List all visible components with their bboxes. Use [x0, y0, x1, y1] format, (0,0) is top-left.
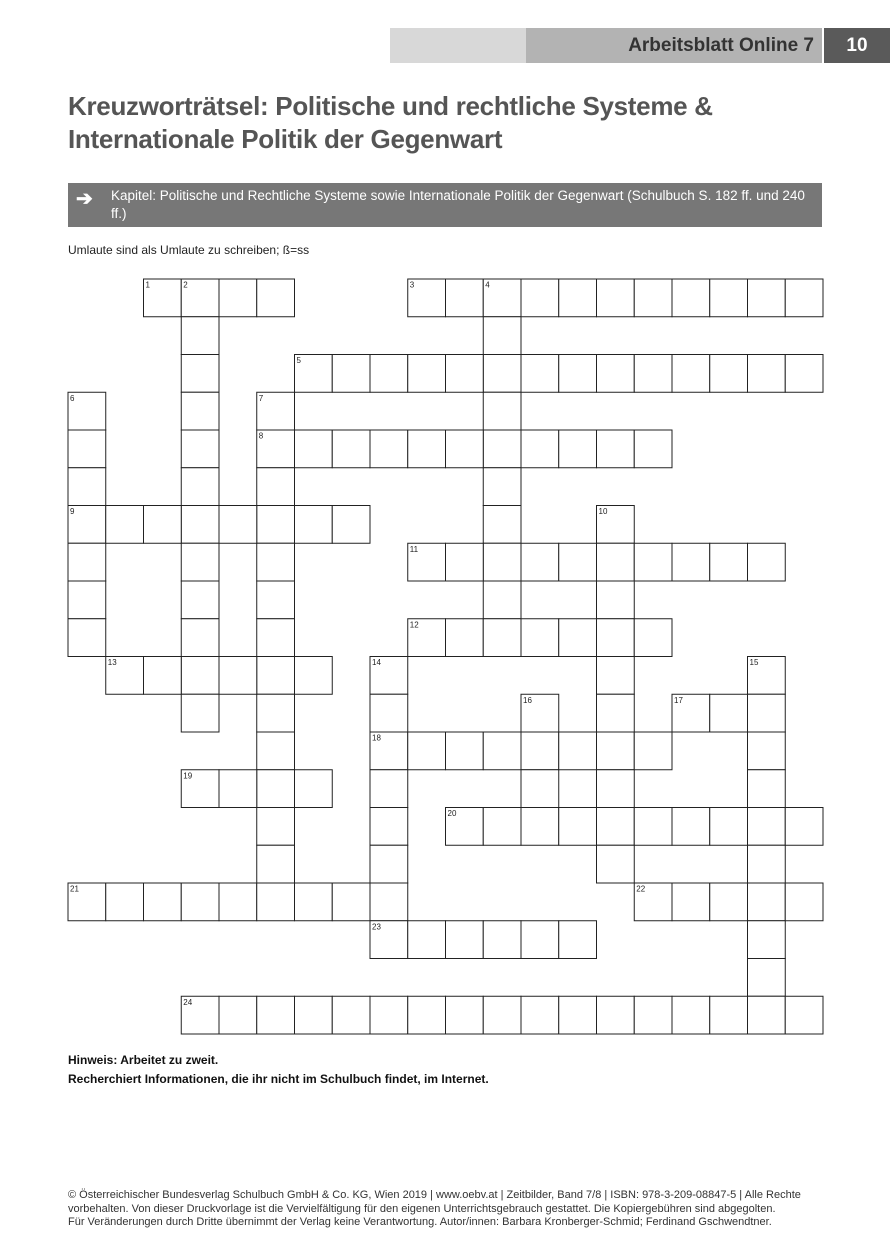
crossword-cell[interactable] [597, 657, 635, 695]
arrow-right-icon: ➔ [76, 188, 93, 210]
clue-number: 8 [258, 431, 264, 441]
crossword-cell[interactable] [68, 581, 106, 619]
crossword-cell[interactable] [634, 355, 672, 393]
clue-number: 10 [598, 507, 608, 516]
page-title-line-1: Kreuzworträtsel: Politische und rechtliche Systeme & [68, 91, 713, 121]
footer-line-2: vorbehalten. Von dieser Druckvorlage ist die Vervielfältigung für den eigenen Unterrichtsgebrauch gestattet. Die Kopiergebühren sind abgegolten. [68, 1202, 776, 1215]
crossword-cell[interactable] [483, 619, 521, 657]
crossword-cell[interactable] [521, 430, 559, 468]
crossword-cell[interactable] [68, 468, 106, 506]
crossword-cell[interactable] [106, 506, 144, 544]
crossword-cell[interactable] [748, 883, 786, 921]
clue-number: 5 [296, 356, 301, 365]
crossword-cell[interactable] [597, 581, 635, 619]
crossword-cell[interactable] [521, 770, 559, 808]
crossword-cell[interactable] [559, 543, 597, 581]
crossword-cell[interactable] [785, 883, 823, 921]
crossword-cell[interactable] [597, 808, 635, 846]
crossword-cell[interactable] [446, 619, 484, 657]
crossword-cell[interactable] [257, 468, 295, 506]
copyright-footer [68, 1189, 828, 1230]
crossword-cell[interactable] [295, 770, 333, 808]
crossword-cell[interactable] [370, 694, 408, 732]
page-number: 10 [824, 28, 890, 63]
clue-number: 22 [636, 884, 646, 894]
crossword-cell[interactable] [483, 317, 521, 355]
crossword-cell[interactable] [295, 883, 333, 921]
crossword-cell[interactable] [68, 543, 106, 581]
page-title-line-2: Internationale Politik der Gegenwart [68, 124, 503, 154]
crossword-cell[interactable] [710, 694, 748, 732]
crossword-cell[interactable] [521, 279, 559, 317]
crossword-cell[interactable] [408, 355, 446, 393]
crossword-cell[interactable] [483, 543, 521, 581]
crossword-cell[interactable] [672, 355, 710, 393]
crossword-cell[interactable] [748, 959, 786, 997]
clue-number: 12 [409, 620, 419, 630]
crossword-cell[interactable] [257, 845, 295, 883]
crossword-cell[interactable] [483, 581, 521, 619]
crossword-cell[interactable] [597, 543, 635, 581]
crossword-cell[interactable] [785, 355, 823, 393]
crossword-cell[interactable] [597, 619, 635, 657]
crossword-cell[interactable] [446, 430, 484, 468]
crossword-cell[interactable] [257, 694, 295, 732]
crossword-cell[interactable] [181, 468, 219, 506]
crossword-cell[interactable] [332, 996, 370, 1034]
crossword-cell[interactable] [181, 317, 219, 355]
crossword-cell[interactable] [219, 883, 257, 921]
clue-number: 18 [372, 733, 381, 743]
crossword-cell[interactable] [597, 770, 635, 808]
crossword-cell[interactable] [748, 732, 786, 770]
footer-line-3: Für Veränderungen durch Dritte übernimmt der Verlag keine Verantwortung. Autor/innen: Barbara Kronberger-Schmid; Ferdinand Gschwendtner. [68, 1216, 772, 1228]
crossword-cell[interactable] [634, 808, 672, 846]
crossword-cell[interactable] [483, 468, 521, 506]
crossword-cell[interactable] [370, 770, 408, 808]
crossword-cell[interactable] [446, 355, 484, 393]
crossword-cell[interactable] [748, 770, 786, 808]
crossword-cell[interactable] [257, 996, 295, 1034]
clue-number: 15 [749, 658, 759, 667]
crossword-cell[interactable] [295, 996, 333, 1034]
crossword-cell[interactable] [370, 430, 408, 468]
crossword-cell[interactable] [257, 657, 295, 695]
crossword-cell[interactable] [295, 506, 333, 544]
clue-number: 13 [107, 658, 117, 667]
crossword-cell[interactable] [332, 506, 370, 544]
hint-line-1: Hinweis: Arbeitet zu zweit. [68, 1053, 219, 1067]
crossword-cell[interactable] [446, 996, 484, 1034]
crossword-cell[interactable] [181, 355, 219, 393]
crossword-cell[interactable] [446, 279, 484, 317]
crossword-cell[interactable] [634, 619, 672, 657]
crossword-cell[interactable] [181, 694, 219, 732]
crossword-cell[interactable] [785, 279, 823, 317]
crossword-cell[interactable] [408, 921, 446, 959]
crossword-cell[interactable] [257, 506, 295, 544]
crossword-cell[interactable] [710, 543, 748, 581]
crossword-cell[interactable] [521, 921, 559, 959]
crossword-cell[interactable] [521, 808, 559, 846]
crossword-cell[interactable] [710, 996, 748, 1034]
crossword-cell[interactable] [370, 996, 408, 1034]
instructions: Umlaute sind als Umlaute zu schreiben; ß=ss [68, 243, 310, 257]
crossword-cell[interactable] [748, 921, 786, 959]
crossword-cell[interactable] [748, 845, 786, 883]
crossword-cell[interactable] [144, 506, 182, 544]
crossword-cell[interactable] [219, 770, 257, 808]
crossword-cell[interactable] [370, 355, 408, 393]
crossword-cell[interactable] [672, 808, 710, 846]
crossword-cell[interactable] [446, 732, 484, 770]
clue-number: 2 [183, 280, 188, 290]
crossword-cell[interactable] [597, 694, 635, 732]
crossword-cell[interactable] [710, 883, 748, 921]
chapter-reference: Kapitel: Politische und Rechtliche Systeme sowie Internationale Politik der Gegenwart (Schulbuch S. 182 ff. und 240 ff.) [111, 188, 805, 221]
crossword-cell[interactable] [710, 355, 748, 393]
crossword-cell[interactable] [257, 770, 295, 808]
crossword-cell[interactable] [521, 543, 559, 581]
crossword-cell[interactable] [634, 996, 672, 1034]
crossword-cell[interactable] [257, 619, 295, 657]
crossword-cell[interactable] [257, 279, 295, 317]
crossword-cell[interactable] [219, 657, 257, 695]
crossword-cell[interactable] [483, 430, 521, 468]
crossword-cell[interactable] [559, 996, 597, 1034]
crossword-cell[interactable] [295, 657, 333, 695]
crossword-cell[interactable] [446, 921, 484, 959]
crossword-cell[interactable] [521, 355, 559, 393]
crossword-cell[interactable] [483, 808, 521, 846]
crossword-cell[interactable] [710, 279, 748, 317]
clue-number: 9 [70, 507, 75, 516]
clue-number: 11 [409, 544, 419, 554]
crossword-cell[interactable] [634, 543, 672, 581]
clue-number: 3 [409, 280, 415, 290]
crossword-cell[interactable] [219, 996, 257, 1034]
crossword-cell[interactable] [748, 996, 786, 1034]
clue-number: 6 [70, 393, 75, 403]
crossword-cell[interactable] [181, 883, 219, 921]
crossword-cell[interactable] [257, 543, 295, 581]
crossword-cell[interactable] [748, 543, 786, 581]
crossword-cell[interactable] [559, 355, 597, 393]
crossword-cell[interactable] [748, 355, 786, 393]
crossword-cell[interactable] [181, 506, 219, 544]
clue-number: 1 [145, 280, 150, 290]
crossword-cell[interactable] [748, 808, 786, 846]
crossword-cell[interactable] [370, 883, 408, 921]
crossword-cell[interactable] [257, 581, 295, 619]
crossword-cell[interactable] [559, 808, 597, 846]
crossword-cell[interactable] [68, 619, 106, 657]
crossword-cell[interactable] [634, 430, 672, 468]
crossword-cell[interactable] [483, 921, 521, 959]
worksheet-label: Arbeitsblatt Online 7 [628, 35, 814, 56]
crossword-cell[interactable] [559, 921, 597, 959]
crossword-cell[interactable] [483, 392, 521, 430]
crossword-cell[interactable] [408, 430, 446, 468]
crossword-cell[interactable] [785, 808, 823, 846]
crossword-cell[interactable] [748, 694, 786, 732]
clue-number: 20 [447, 809, 457, 818]
crossword-cell[interactable] [597, 355, 635, 393]
crossword-cell[interactable] [748, 279, 786, 317]
clue-number: 19 [183, 771, 193, 781]
crossword-cell[interactable] [597, 845, 635, 883]
crossword-cell[interactable] [672, 883, 710, 921]
crossword-cell[interactable] [106, 883, 144, 921]
crossword-cell[interactable] [219, 279, 257, 317]
crossword-cell[interactable] [370, 845, 408, 883]
crossword-cell[interactable] [785, 996, 823, 1034]
clue-number: 7 [258, 393, 264, 403]
crossword-cell[interactable] [257, 883, 295, 921]
crossword-cell[interactable] [295, 430, 333, 468]
crossword-cell[interactable] [634, 279, 672, 317]
crossword-cell[interactable] [257, 808, 295, 846]
crossword-cell[interactable] [597, 430, 635, 468]
crossword-cell[interactable] [597, 279, 635, 317]
crossword-cell[interactable] [672, 543, 710, 581]
crossword-cell[interactable] [181, 581, 219, 619]
crossword-cell[interactable] [710, 808, 748, 846]
crossword-cell[interactable] [559, 732, 597, 770]
crossword-cell[interactable] [672, 996, 710, 1034]
crossword-cell[interactable] [257, 732, 295, 770]
crossword-cell[interactable] [332, 883, 370, 921]
crossword-cell[interactable] [181, 430, 219, 468]
hint-text [68, 1051, 489, 1089]
clue-number: 14 [372, 658, 381, 667]
crossword-cell[interactable] [597, 996, 635, 1034]
crossword-cell[interactable] [219, 506, 257, 544]
crossword-cell[interactable] [672, 279, 710, 317]
crossword-cell[interactable] [521, 996, 559, 1034]
clue-number: 4 [485, 280, 490, 290]
crossword-cell[interactable] [181, 657, 219, 695]
crossword-cell[interactable] [408, 996, 446, 1034]
crossword-cell[interactable] [181, 543, 219, 581]
crossword-cell[interactable] [483, 506, 521, 544]
clue-number: 17 [674, 695, 683, 705]
hint-line-2: Recherchiert Informationen, die ihr nicht im Schulbuch findet, im Internet. [68, 1072, 489, 1086]
crossword-cell[interactable] [370, 808, 408, 846]
crossword-cell[interactable] [408, 732, 446, 770]
crossword-cell[interactable] [332, 430, 370, 468]
crossword-cell[interactable] [521, 619, 559, 657]
clue-number: 24 [183, 997, 193, 1007]
crossword-cell[interactable] [68, 430, 106, 468]
crossword-cell[interactable] [559, 279, 597, 317]
crossword-cell[interactable] [144, 883, 182, 921]
clue-number: 23 [372, 922, 381, 932]
crossword-cell[interactable] [559, 619, 597, 657]
crossword-cell[interactable] [181, 619, 219, 657]
crossword-cell[interactable] [597, 732, 635, 770]
crossword-cell[interactable] [446, 543, 484, 581]
crossword-cell[interactable] [483, 732, 521, 770]
crossword-cell[interactable] [634, 732, 672, 770]
crossword-cell[interactable] [559, 430, 597, 468]
crossword-cell[interactable] [144, 657, 182, 695]
clue-number: 21 [70, 884, 79, 894]
crossword-cell[interactable] [181, 392, 219, 430]
crossword-cell[interactable] [332, 355, 370, 393]
crossword-cell[interactable] [483, 996, 521, 1034]
crossword-cell[interactable] [521, 732, 559, 770]
footer-line-1: © Österreichischer Bundesverlag Schulbuch GmbH & Co. KG, Wien 2019 | www.oebv.at | Zeitbilder, Band 7/8 | ISBN: 978-3-209-08847-5 | Alle Rechte [68, 1189, 801, 1201]
crossword-cell[interactable] [483, 355, 521, 393]
clue-number: 16 [523, 695, 532, 705]
